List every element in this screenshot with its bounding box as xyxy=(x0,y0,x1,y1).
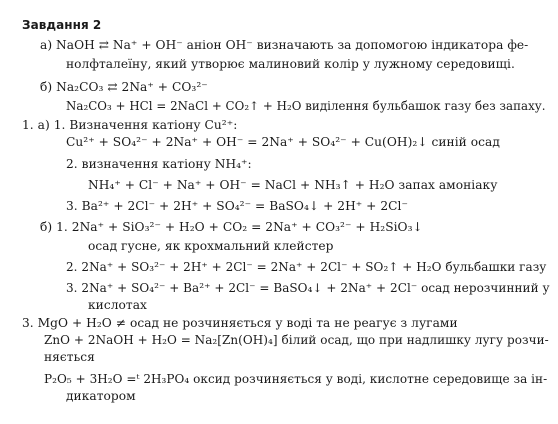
answer-b-line-2: Na₂CO₃ + HCl = 2NaCl + CO₂↑ + H₂O виділення бульбашок газу без запаху. xyxy=(66,99,546,113)
q1-a-step-2-eq: NH₄⁺ + Cl⁻ + Na⁺ + OH⁻ = NaCl + NH₃↑ + H₂O запах амоніаку xyxy=(88,178,498,192)
q1-b-step-1-note: осад гусне, як крохмальний клейстер xyxy=(88,239,334,253)
q1-a-step-1: 1. а) 1. Визначення катіону Cu²⁺: xyxy=(22,118,238,132)
q1-b-step-3: 3. 2Na⁺ + SO₄²⁻ + Ba²⁺ + 2Cl⁻ = BaSO₄↓ + 2Na⁺ + 2Cl⁻ осад нерозчинний у xyxy=(66,281,550,295)
q3-line-3: няється xyxy=(44,350,95,364)
q3-line-5: дикатором xyxy=(66,389,136,403)
q1-b-step-3-cont: кислотах xyxy=(88,298,147,312)
q3-line-2: ZnO + 2NaOH + H₂O = Na₂[Zn(OH)₄] білий осад, що при надлишку лугу розчи- xyxy=(44,333,549,347)
q1-b-step-1: б) 1. 2Na⁺ + SiO₃²⁻ + H₂O + CO₂ = 2Na⁺ + CO₃²⁻ + H₂SiO₃↓ xyxy=(40,220,423,234)
q1-a-step-2: 2. визначення катіону NH₄⁺: xyxy=(66,157,252,171)
q1-b-step-2: 2. 2Na⁺ + SO₃²⁻ + 2H⁺ + 2Cl⁻ = 2Na⁺ + 2Cl⁻ + SO₂↑ + H₂O бульбашки газу xyxy=(66,260,547,274)
answer-a-line-2: нолфталеїну, який утворює малиновий колір у лужному середовищі. xyxy=(66,57,515,71)
q3-line-1: 3. MgO + H₂O ≠ осад не розчиняється у воді та не реагує з лугами xyxy=(22,316,458,330)
answer-b-line-1: б) Na₂CO₃ ⇄ 2Na⁺ + CO₃²⁻ xyxy=(40,80,208,94)
section-title: Завдання 2 xyxy=(22,18,102,32)
q1-a-step-1-eq: Cu²⁺ + SO₄²⁻ + 2Na⁺ + OH⁻ = 2Na⁺ + SO₄²⁻ + Cu(OH)₂↓ синій осад xyxy=(66,135,500,149)
q3-line-4: P₂O₅ + 3H₂O =ᵗ 2H₃PO₄ оксид розчиняється у воді, кислотне середовище за ін- xyxy=(44,372,548,386)
q1-a-step-3: 3. Ba²⁺ + 2Cl⁻ + 2H⁺ + SO₄²⁻ = BaSO₄↓ + 2H⁺ + 2Cl⁻ xyxy=(66,199,408,213)
answer-a-line-1: а) NaOH ⇄ Na⁺ + OH⁻ аніон OH⁻ визначають за допомогою індикатора фе- xyxy=(40,38,529,52)
